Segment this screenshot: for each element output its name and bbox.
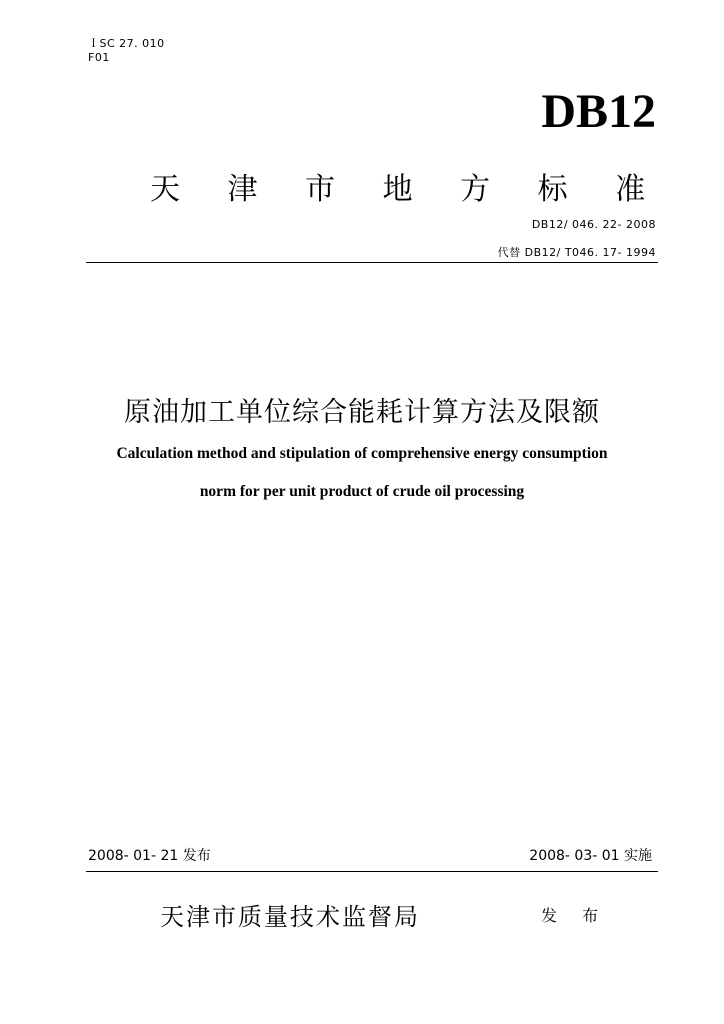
standard-type-title: 天 津 市 地 方 标 准	[150, 172, 665, 207]
bottom-divider	[86, 871, 658, 872]
implementation-date: 2008- 03- 01 实施	[529, 848, 652, 864]
document-title-english-line1: Calculation method and stipulation of comprehensive energy consumption	[116, 445, 608, 462]
document-title-chinese: 原油加工单位综合能耗计算方法及限额	[124, 397, 600, 428]
document-title-english-line2: norm for per unit product of crude oil processing	[199, 483, 525, 500]
issue-date: 2008- 01- 21 发布	[88, 848, 211, 864]
db-logo: DB12	[541, 85, 656, 138]
issuing-authority: 天津市质量技术监督局	[160, 903, 420, 931]
ics-code: ＩSC 27. 010	[88, 37, 165, 50]
replaces-standard: 代替 DB12/ T046. 17- 1994	[497, 246, 656, 259]
top-divider	[86, 262, 658, 263]
publish-label: 发 布	[541, 906, 609, 925]
standard-number: DB12/ 046. 22- 2008	[531, 218, 656, 231]
ccs-code: F01	[88, 51, 110, 64]
